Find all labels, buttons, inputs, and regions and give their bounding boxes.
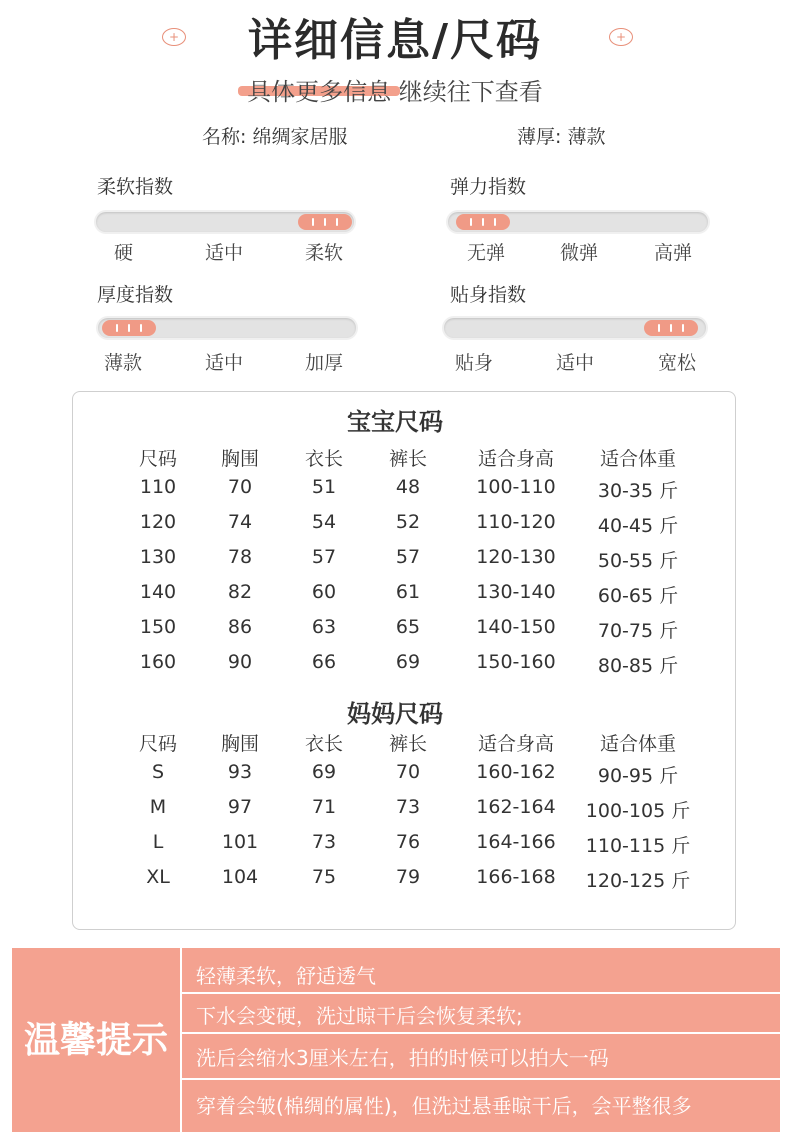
mom-size-table-cell: 97	[227, 796, 253, 818]
tips-divider	[182, 1032, 780, 1034]
softness-scale-high: 柔软	[305, 242, 344, 264]
fit-scale-high: 宽松	[658, 352, 697, 374]
baby-size-table-cell: 130-140	[476, 581, 556, 603]
mom-size-title: 妈妈尺码	[347, 700, 443, 728]
baby-size-table-cell: 110	[139, 476, 177, 498]
product-name-label: 名称:	[202, 126, 247, 148]
baby-size-header-cell: 胸围	[220, 448, 259, 470]
fit-index-knob	[644, 320, 698, 336]
baby-size-table-cell: 82	[227, 581, 253, 603]
product-thickness	[517, 122, 605, 149]
tip-item-1: 轻薄柔软，舒适透气	[196, 964, 376, 988]
product-name	[202, 122, 347, 149]
baby-size-table-cell: 51	[311, 476, 337, 498]
baby-size-table-cell: 48	[395, 476, 421, 498]
baby-size-header-cell: 适合身高	[477, 448, 554, 470]
baby-size-header-cell: 适合体重	[599, 448, 676, 470]
tip-item-2: 下水会变硬，洗过晾干后会恢复柔软;	[196, 1004, 523, 1028]
elasticity-scale-low: 无弹	[467, 242, 506, 264]
tips-divider	[182, 1078, 780, 1080]
baby-size-table-cell: 86	[227, 616, 253, 638]
mom-size-table-cell: 101	[221, 831, 259, 853]
mom-size-header-cell: 尺码	[138, 733, 177, 755]
mom-size-header-cell: 适合体重	[599, 733, 676, 755]
mom-size-table-cell: 73	[395, 796, 421, 818]
baby-size-table-cell: 160	[139, 651, 177, 673]
baby-size-table-cell: 120-130	[476, 546, 556, 568]
mom-size-header-cell: 裤长	[388, 733, 427, 755]
mom-size-table-cell: 71	[311, 796, 337, 818]
thickness-value: 薄款	[567, 126, 606, 148]
baby-size-table-cell: 130	[139, 546, 177, 568]
mom-size-table-cell: 110-115 斤	[585, 835, 691, 857]
thickness-scale-mid: 适中	[205, 352, 244, 374]
mom-size-table-cell: XL	[146, 866, 170, 888]
mom-size-table-cell: 164-166	[476, 831, 556, 853]
baby-size-table-cell: 74	[227, 511, 253, 533]
baby-size-table-cell: 50-55 斤	[597, 550, 679, 572]
mom-size-table-cell: 70	[395, 761, 421, 783]
thickness-label: 薄厚:	[517, 126, 562, 148]
thickness-scale-high: 加厚	[305, 352, 344, 374]
mom-size-table-cell: M	[149, 796, 167, 818]
mom-size-table-cell: 104	[221, 866, 259, 888]
baby-size-table-cell: 70-75 斤	[597, 620, 679, 642]
baby-size-table-cell: 140-150	[476, 616, 556, 638]
fit-scale-low: 贴身	[455, 352, 494, 374]
fit-scale-mid: 适中	[556, 352, 595, 374]
mom-size-table-cell: 120-125 斤	[585, 870, 691, 892]
product-name-value: 绵绸家居服	[252, 126, 348, 148]
elasticity-scale-high: 高弹	[654, 242, 693, 264]
baby-size-header-cell: 裤长	[388, 448, 427, 470]
baby-size-table-cell: 90	[227, 651, 253, 673]
baby-size-title: 宝宝尺码	[347, 408, 443, 436]
elasticity-index-title: 弹力指数	[450, 176, 527, 198]
mom-size-header-cell: 衣长	[304, 733, 343, 755]
baby-size-table-cell: 57	[311, 546, 337, 568]
baby-size-table-cell: 65	[395, 616, 421, 638]
baby-size-table-cell: 110-120	[476, 511, 556, 533]
mom-size-table-cell: 100-105 斤	[585, 800, 691, 822]
mom-size-table-cell: 75	[311, 866, 337, 888]
mom-size-table-cell: 90-95 斤	[597, 765, 679, 787]
softness-index-title: 柔软指数	[97, 176, 174, 198]
baby-size-table-cell: 60-65 斤	[597, 585, 679, 607]
baby-size-header-cell: 衣长	[304, 448, 343, 470]
baby-size-table-cell: 30-35 斤	[597, 480, 679, 502]
baby-size-table-cell: 66	[311, 651, 337, 673]
baby-size-table-cell: 60	[311, 581, 337, 603]
baby-size-table-cell: 70	[227, 476, 253, 498]
baby-size-table-cell: 69	[395, 651, 421, 673]
baby-size-table-cell: 54	[311, 511, 337, 533]
mom-size-table-cell: 76	[395, 831, 421, 853]
baby-size-header-cell: 尺码	[138, 448, 177, 470]
thickness-index-title: 厚度指数	[97, 284, 174, 306]
baby-size-table-cell: 120	[139, 511, 177, 533]
mom-size-table-cell: 93	[227, 761, 253, 783]
page-subtitle: 具体更多信息 继续往下查看	[247, 78, 543, 106]
baby-size-table-cell: 57	[395, 546, 421, 568]
baby-size-table-cell: 100-110	[476, 476, 556, 498]
thickness-scale-low: 薄款	[104, 352, 143, 374]
thickness-index-knob	[102, 320, 156, 336]
mom-size-table-cell: 69	[311, 761, 337, 783]
tip-item-4: 穿着会皱(棉绸的属性)，但洗过悬垂晾干后，会平整很多	[196, 1094, 692, 1118]
baby-size-table-cell: 63	[311, 616, 337, 638]
mom-size-table-cell: 160-162	[476, 761, 556, 783]
right-decoration-icon: +	[609, 28, 633, 46]
mom-size-table-cell: 162-164	[476, 796, 556, 818]
softness-scale-mid: 适中	[205, 242, 244, 264]
baby-size-table-cell: 80-85 斤	[597, 655, 679, 677]
baby-size-table-cell: 150-160	[476, 651, 556, 673]
mom-size-header-cell: 胸围	[220, 733, 259, 755]
softness-scale-low: 硬	[114, 242, 134, 264]
page-title: 详细信息/尺码	[247, 15, 543, 66]
thickness-index-track	[98, 318, 356, 338]
baby-size-table-cell: 61	[395, 581, 421, 603]
baby-size-table-cell: 140	[139, 581, 177, 603]
tips-divider	[182, 992, 780, 994]
mom-size-table-cell: S	[151, 761, 165, 783]
left-decoration-icon: +	[162, 28, 186, 46]
mom-size-header-cell: 适合身高	[477, 733, 554, 755]
fit-index-title: 贴身指数	[450, 284, 527, 306]
baby-size-table-cell: 40-45 斤	[597, 515, 679, 537]
elasticity-index-track	[448, 212, 708, 232]
softness-index-knob	[298, 214, 352, 230]
baby-size-table-cell: 78	[227, 546, 253, 568]
elasticity-index-knob	[456, 214, 510, 230]
tip-item-3: 洗后会缩水3厘米左右，拍的时候可以拍大一码	[196, 1046, 609, 1070]
baby-size-table-cell: 52	[395, 511, 421, 533]
baby-size-table-cell: 150	[139, 616, 177, 638]
mom-size-table-cell: 79	[395, 866, 421, 888]
tips-divider-vertical	[180, 948, 182, 1132]
mom-size-table-cell: L	[152, 831, 164, 853]
softness-index-track	[96, 212, 354, 232]
tips-title: 温馨提示	[23, 1020, 168, 1061]
fit-index-track	[444, 318, 706, 338]
mom-size-table-cell: 166-168	[476, 866, 556, 888]
mom-size-table-cell: 73	[311, 831, 337, 853]
elasticity-scale-mid: 微弹	[560, 242, 599, 264]
